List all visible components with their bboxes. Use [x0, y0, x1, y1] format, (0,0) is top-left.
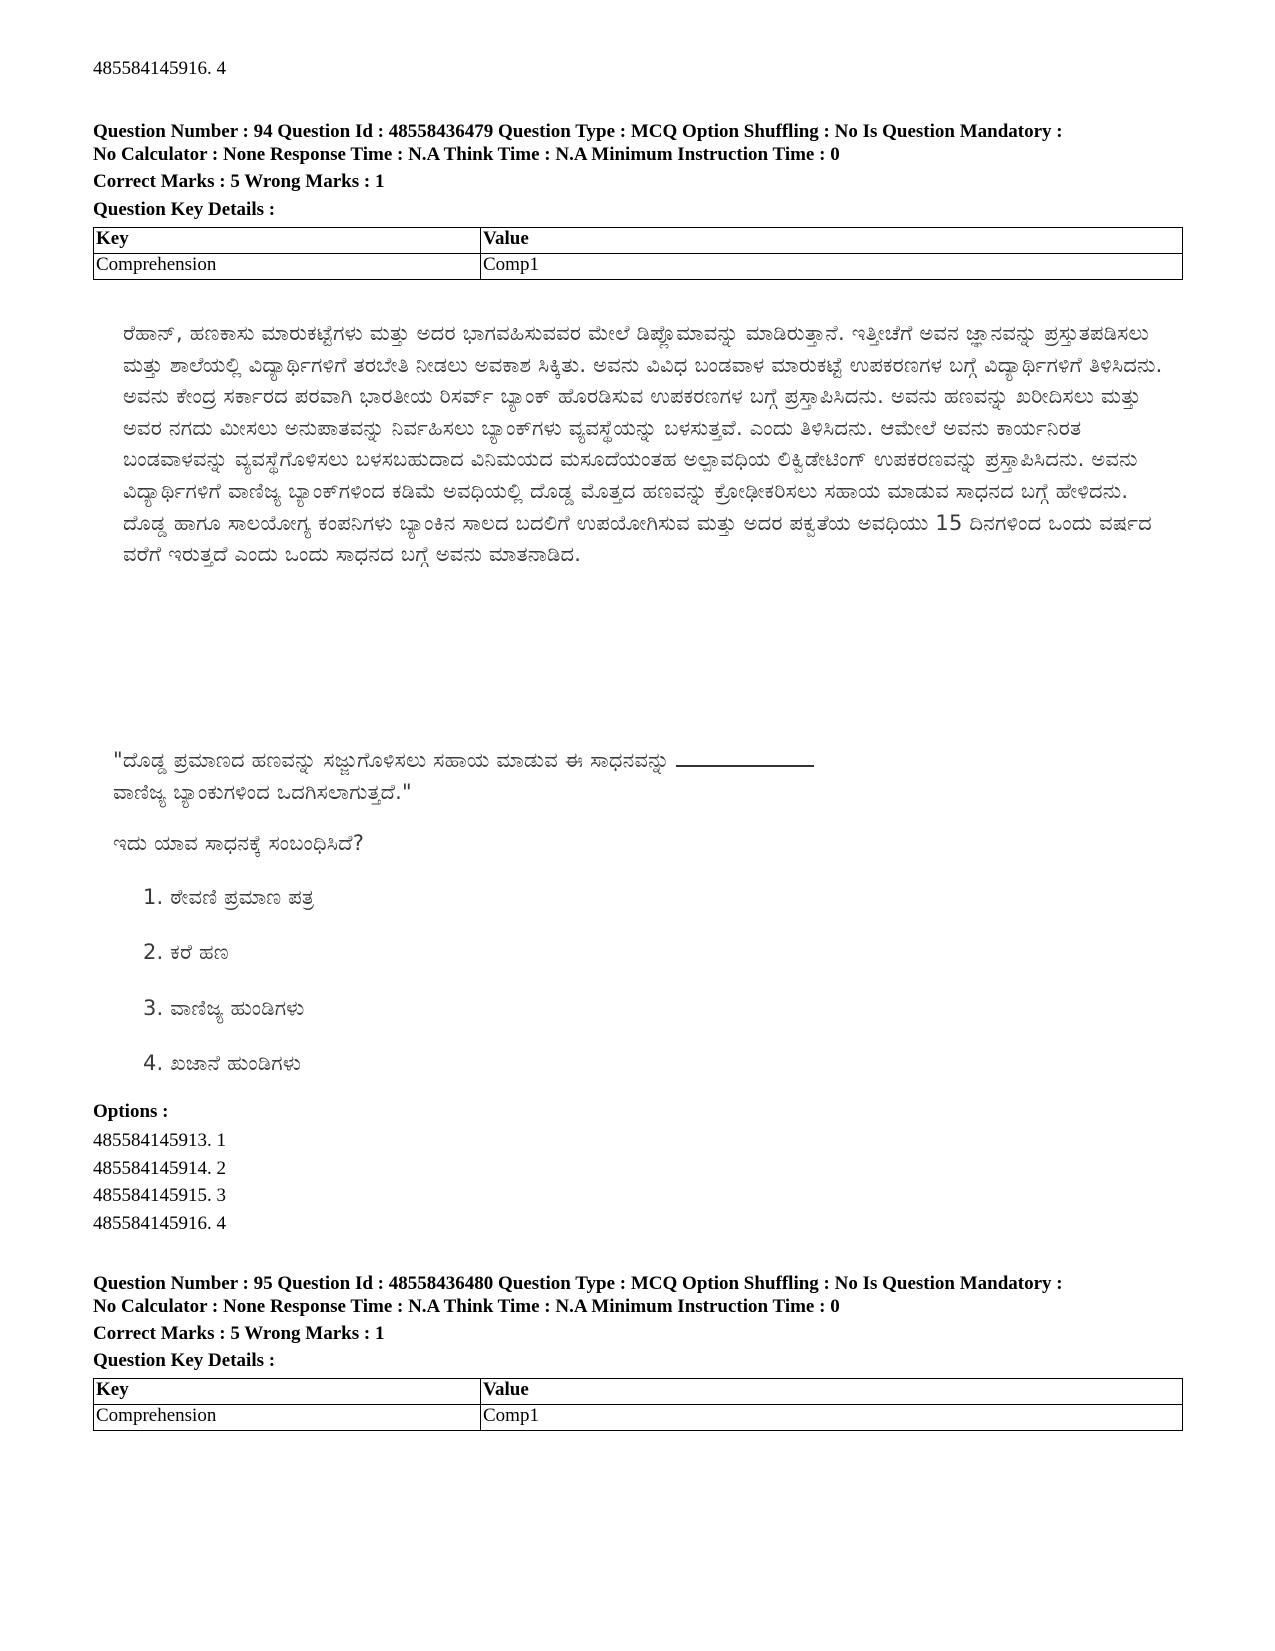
list-item: 485584145913. 1 — [93, 1130, 226, 1151]
table-header-row — [94, 1379, 1183, 1405]
list-item: 485584145916. 4 — [93, 1212, 226, 1234]
q95-key-details-label: Question Key Details : — [93, 1350, 276, 1371]
q94-options-list — [93, 1127, 226, 1237]
q94-question-image — [113, 745, 1173, 1085]
table-header-key: Key — [94, 1379, 481, 1405]
q94-choice-2: 2. ಕರೆ ಹಣ — [143, 940, 229, 964]
q94-quote-line1 — [113, 745, 814, 775]
q94-choice-1: 1. ಠೇವಣಿ ಪ್ರಮಾಣ ಪತ್ರ — [143, 885, 315, 909]
q94-marks: Correct Marks : 5 Wrong Marks : 1 — [93, 171, 385, 192]
q94-choice-3: 3. ವಾಣಿಜ್ಯ ಹುಂಡಿಗಳು — [143, 996, 305, 1020]
list-item: 485584145915. 3 — [93, 1185, 226, 1206]
previous-option-line: 485584145916. 4 — [93, 58, 226, 79]
table-row — [94, 1405, 1183, 1431]
q94-passage: ರೆಹಾನ್, ಹಣಕಾಸು ಮಾರುಕಟ್ಟೆಗಳು ಮತ್ತು ಅದರ ಭಾಗವಹಿಸುವವರ ಮೇಲೆ ಡಿಪ್ಲೊಮಾವನ್ನು ಮಾಡಿರುತ್ತಾನೆ. ಇತ್ತೀಚೆಗೆ ಅವನ ಜ್ಞಾನವನ್ನು ಪ್ರಸ್ತುತಪಡಿಸಲು ಮತ್ತು ಶಾಲೆಯಲ್ಲಿ ವಿದ್ಯಾರ್ಥಿಗಳಿಗೆ ತರಬೇತಿ ನೀಡಲು ಅವಕಾಶ ಸಿಕ್ಕಿತು. ಅವನು ವಿವಿಧ ಬಂಡವಾಳ ಮಾರುಕಟ್ಟೆ ಉಪಕರಣಗಳ ಬಗ್ಗೆ ವಿದ್ಯಾರ್ಥಿಗಳಿಗೆ ತಿಳಿಸಿದನು. ಅವನು ಕೇಂದ್ರ ಸರ್ಕಾರದ ಪರವಾಗಿ ಭಾರತೀಯ ರಿಸರ್ವ್ ಬ್ಯಾಂಕ್ ಹೊರಡಿಸುವ ಉಪಕರಣಗಳ ಬಗ್ಗೆ ಪ್ರಸ್ತಾಪಿಸಿದನು. ಅವನು ಹಣವನ್ನು ಖರೀದಿಸಲು ಮತ್ತು ಅವರ ನಗದು ಮೀಸಲು ಅನುಪಾತವನ್ನು ನಿರ್ವಹಿಸಲು ಬ್ಯಾಂಕ್‌ಗಳು ವ್ಯವಸ್ಥೆಯನ್ನು ಬಳಸುತ್ತವೆ. ಎಂದು ತಿಳಿಸಿದನು. ಆಮೇಲೆ ಅವನು ಕಾರ್ಯನಿರತ ಬಂಡವಾಳವನ್ನು ವ್ಯವಸ್ಥೆಗೊಳಿಸಲು ಬಳಸಬಹುದಾದ ವಿನಿಮಯದ ಮಸೂದೆಯಂತಹ ಅಲ್ಪಾವಧಿಯ ಲಿಕ್ವಿಡೇಟಿಂಗ್ ಉಪಕರಣವನ್ನು ಪ್ರಸ್ತಾಪಿಸಿದನು. ಅವನು ವಿದ್ಯಾರ್ಥಿಗಳಿಗೆ ವಾಣಿಜ್ಯ ಬ್ಯಾಂಕ್‌ಗಳಿಂದ ಕಡಿಮೆ ಅವಧಿಯಲ್ಲಿ ದೊಡ್ಡ ಮೊತ್ತದ ಹಣವನ್ನು ಕ್ರೋಢೀಕರಿಸಲು ಸಹಾಯ ಮಾಡುವ ಸಾಧನದ ಬಗ್ಗೆ ಹೇಳಿದನು. ದೊಡ್ಡ ಹಾಗೂ ಸಾಲಯೋಗ್ಯ ಕಂಪನಿಗಳು ಬ್ಯಾಂಕಿನ ಸಾಲದ ಬದಲಿಗೆ ಉಪಯೋಗಿಸುವ ಮತ್ತು ಅದರ ಪಕ್ವತೆಯ ಅವಧಿಯು 15 ದಿನಗಳಿಂದ ಒಂದು ವರ್ಷದ ವರೆಗೆ ಇರುತ್ತದೆ ಎಂದು ಒಂದು ಸಾಧನದ ಬಗ್ಗೆ ಅವನು ಮಾತನಾಡಿದ. — [123, 321, 1163, 567]
q94-quote-text: "ದೊಡ್ಡ ಪ್ರಮಾಣದ ಹಣವನ್ನು ಸಜ್ಜುಗೊಳಿಸಲು ಸಹಾಯ ಮಾಡುವ ಈ ಸಾಧನವನ್ನು — [113, 748, 670, 772]
q94-meta-line1: Question Number : 94 Question Id : 48558436479 Question Type : MCQ Option Shuffling : No Is Question Mandatory : — [93, 121, 1063, 142]
table-row — [94, 254, 1183, 280]
table-cell-value: Comp1 — [481, 1405, 1183, 1431]
q94-key-details-label: Question Key Details : — [93, 199, 276, 220]
q95-marks: Correct Marks : 5 Wrong Marks : 1 — [93, 1323, 385, 1344]
q94-choice-4: 4. ಖಜಾನೆ ಹುಂಡಿಗಳು — [143, 1051, 302, 1075]
table-cell-key: Comprehension — [94, 254, 481, 280]
q94-quote-line2: ವಾಣಿಜ್ಯ ಬ್ಯಾಂಕುಗಳಿಂದ ಒದಗಿಸಲಾಗುತ್ತದೆ." — [113, 780, 412, 804]
fill-in-blank — [676, 765, 814, 767]
q94-meta-line2: No Calculator : None Response Time : N.A Think Time : N.A Minimum Instruction Time : 0 — [93, 144, 840, 165]
q94-key-table — [93, 227, 1183, 280]
list-item: 485584145914. 2 — [93, 1157, 226, 1179]
q94-options-label: Options : — [93, 1101, 169, 1122]
q95-key-table — [93, 1378, 1183, 1431]
table-header-key: Key — [94, 228, 481, 254]
table-cell-value: Comp1 — [481, 254, 1183, 280]
table-header-row — [94, 228, 1183, 254]
q95-meta-line2: No Calculator : None Response Time : N.A Think Time : N.A Minimum Instruction Time : 0 — [93, 1296, 840, 1317]
table-cell-key: Comprehension — [94, 1405, 481, 1431]
table-header-value: Value — [481, 1379, 1183, 1405]
q94-passage-image — [113, 318, 1173, 678]
table-header-value: Value — [481, 228, 1183, 254]
q95-meta-line1: Question Number : 95 Question Id : 48558436480 Question Type : MCQ Option Shuffling : No Is Question Mandatory : — [93, 1273, 1063, 1294]
q94-question-prompt: ಇದು ಯಾವ ಸಾಧನಕ್ಕೆ ಸಂಬಂಧಿಸಿದೆ? — [113, 831, 365, 855]
